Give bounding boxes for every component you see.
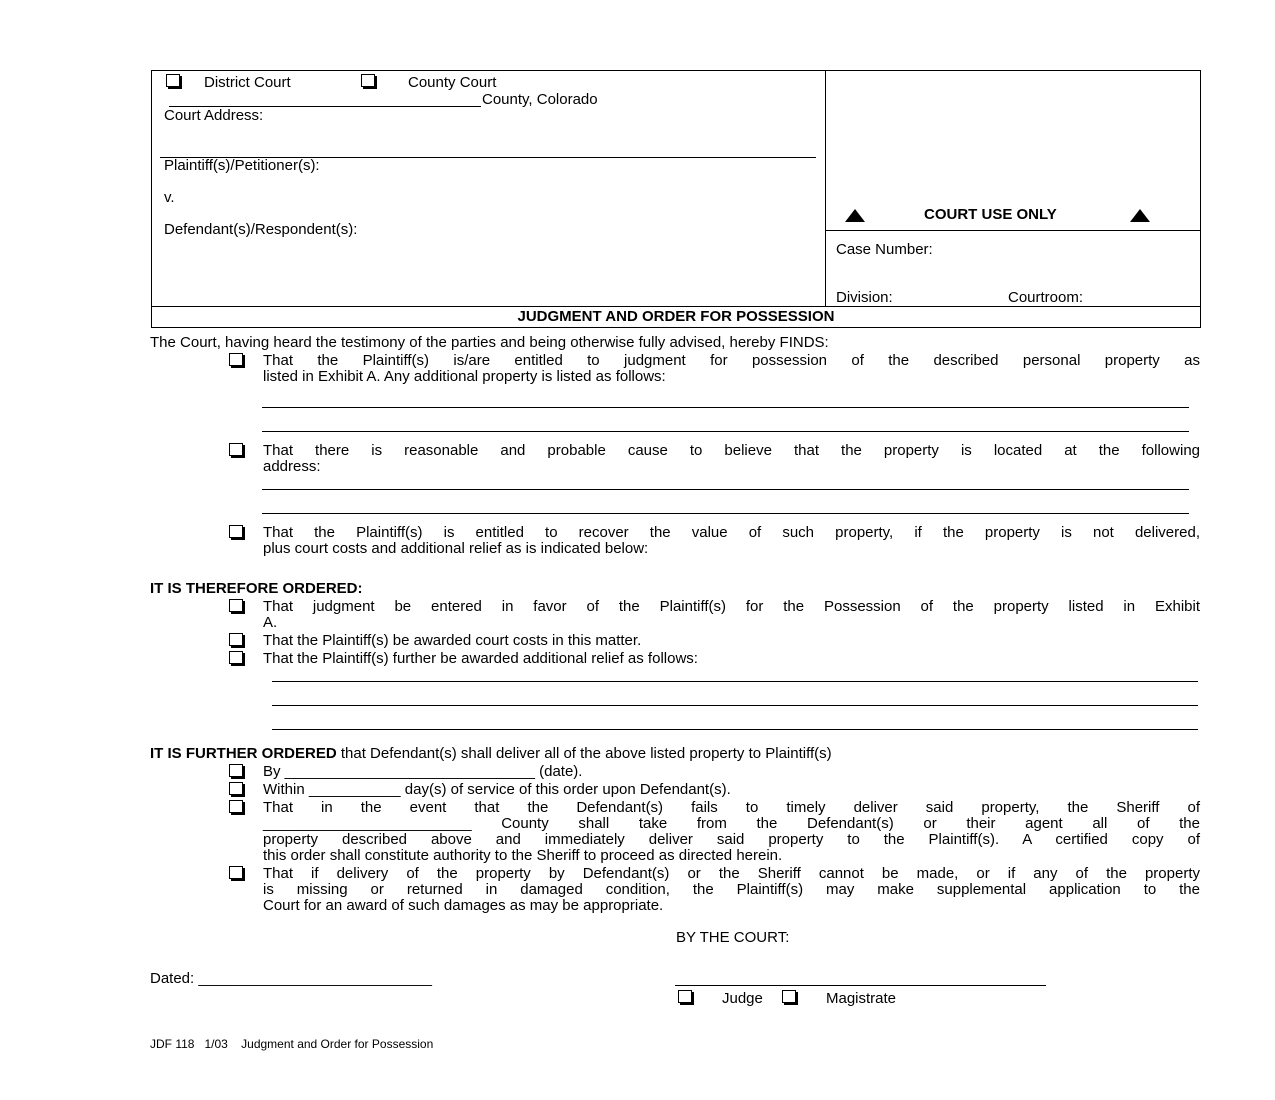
judge-checkbox[interactable] <box>678 990 692 1003</box>
ordered-heading: IT IS THEREFORE ORDERED: <box>150 580 363 597</box>
finding-2-checkbox[interactable] <box>229 443 243 456</box>
caption-divider <box>825 70 826 306</box>
damages-line2: is missing or returned in damaged condition, the Plaintiff(s) may make supplemental application to the <box>263 881 1200 898</box>
courtroom-label: Courtroom: <box>1008 289 1084 306</box>
further-heading <box>150 746 832 762</box>
county-court-checkbox[interactable] <box>361 74 375 87</box>
by-the-court-label: BY THE COURT: <box>676 929 790 946</box>
finding-3-line1: That the Plaintiff(s) is entitled to recover the value of such property, if the property is not delivered, <box>263 524 1200 541</box>
plaintiffs-label: Plaintiff(s)/Petitioner(s): <box>164 157 320 174</box>
defendants-label: Defendant(s)/Respondent(s): <box>164 221 358 238</box>
damages-line3: Court for an award of such damages as may be appropriate. <box>263 897 664 914</box>
finding-1-checkbox[interactable] <box>229 353 243 366</box>
finding-1-line1: That the Plaintiff(s) is/are entitled to judgment for possession of the described personal property as <box>263 352 1200 369</box>
district-court-label: District Court <box>204 74 291 91</box>
page-title: JUDGMENT AND ORDER FOR POSSESSION <box>517 308 835 325</box>
order-1-line2: A. <box>263 614 278 631</box>
finding-3-checkbox[interactable] <box>229 525 243 538</box>
district-court-checkbox[interactable] <box>166 74 180 87</box>
relief-line[interactable] <box>272 681 1198 682</box>
within-days-text: Within ___________ day(s) of service of this order upon Defendant(s). <box>263 781 731 798</box>
judge-label: Judge <box>722 990 763 1007</box>
order-2-checkbox[interactable] <box>229 633 243 646</box>
up-arrow-icon <box>845 209 865 222</box>
dated-field[interactable]: Dated: ____________________________ <box>150 970 432 987</box>
magistrate-label: Magistrate <box>826 990 897 1007</box>
case-number-label: Case Number: <box>836 241 933 258</box>
address-line[interactable] <box>262 489 1189 490</box>
findings-intro: The Court, having heard the testimony of the parties and being otherwise fully advised, hereby FINDS: <box>150 334 829 351</box>
finding-2-line1: That there is reasonable and probable cause to believe that the property is located at the following <box>263 442 1200 459</box>
court-use-only-label: COURT USE ONLY <box>924 206 1057 223</box>
magistrate-checkbox[interactable] <box>782 990 796 1003</box>
by-date-checkbox[interactable] <box>229 764 243 777</box>
address-line[interactable] <box>262 513 1189 514</box>
court-address-label: Court Address: <box>164 107 264 124</box>
sheriff-line3: property described above and immediately deliver said property to the Plaintiff(s). A certified copy of <box>263 831 1200 848</box>
title-row-border <box>151 306 1200 307</box>
county-colorado-label: County, Colorado <box>482 91 598 108</box>
sheriff-line4: this order shall constitute authority to the Sheriff to proceed as directed herein. <box>263 847 783 864</box>
order-2-text: That the Plaintiff(s) be awarded court costs in this matter. <box>263 632 642 649</box>
division-label: Division: <box>836 289 893 306</box>
order-1-line1: That judgment be entered in favor of the Plaintiff(s) for the Possession of the property listed in Exhibit <box>263 598 1200 615</box>
finding-2-line2: address: <box>263 458 321 475</box>
court-use-border <box>825 230 1200 231</box>
sheriff-line1: That in the event that the Defendant(s) fails to timely deliver said property, the Sheriff of <box>263 799 1200 816</box>
sheriff-line2: _________________________ County shall take from the Defendant(s) or their agent all of the <box>263 815 1200 832</box>
signature-line[interactable] <box>675 985 1046 986</box>
finding-3-line2: plus court costs and additional relief as is indicated below: <box>263 540 649 557</box>
order-3-checkbox[interactable] <box>229 651 243 664</box>
by-date-text: By ______________________________ (date). <box>263 763 583 780</box>
relief-line[interactable] <box>272 705 1198 706</box>
damages-checkbox[interactable] <box>229 866 243 879</box>
additional-property-line[interactable] <box>262 431 1189 432</box>
further-heading-bold: IT IS FURTHER ORDERED <box>150 745 337 762</box>
finding-1-line2: listed in Exhibit A. Any additional property is listed as follows: <box>263 368 666 385</box>
up-arrow-icon <box>1130 209 1150 222</box>
county-court-label: County Court <box>408 74 497 91</box>
additional-property-line[interactable] <box>262 407 1189 408</box>
versus-label: v. <box>164 189 175 206</box>
damages-line1: That if delivery of the property by Defendant(s) or the Sheriff cannot be made, or if any of the property <box>263 865 1200 882</box>
order-3-text: That the Plaintiff(s) further be awarded additional relief as follows: <box>263 650 698 667</box>
within-days-checkbox[interactable] <box>229 782 243 795</box>
further-heading-rest: that Defendant(s) shall deliver all of the above listed property to Plaintiff(s) <box>336 745 832 762</box>
order-1-checkbox[interactable] <box>229 599 243 612</box>
relief-line[interactable] <box>272 729 1198 730</box>
sheriff-checkbox[interactable] <box>229 800 243 813</box>
form-footer: JDF 118 1/03 Judgment and Order for Possession <box>150 1037 434 1051</box>
